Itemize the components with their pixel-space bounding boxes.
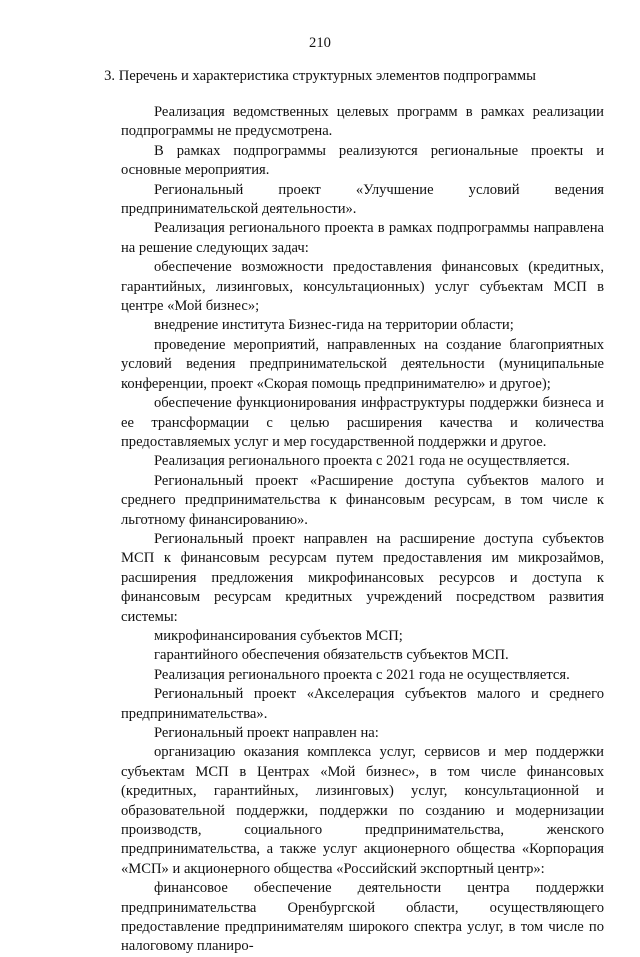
paragraph: Реализация регионального проекта с 2021 года не осуществляется. — [154, 666, 570, 683]
paragraph: обеспечение функционирования инфраструктуры поддержки бизнеса и ее трансформации с целью расширения качества и количества предоставляемых услуг и мер государственной поддержки и другое. — [121, 395, 604, 450]
paragraph: Региональный проект направлен на расширение доступа субъектов МСП к финансовым ресурсам путем предоставления им микрозаймов, расширения предложения микрофинансовых ресурсов и доступа к финансовым ресурсам кредитных учреждений посредством развития системы: — [121, 530, 604, 625]
paragraph: Региональный проект «Расширение доступа субъектов малого и среднего предпринимательства к финансовым ресурсам, в том числе к льготному финансированию». — [121, 472, 604, 528]
paragraph: Региональный проект направлен на: — [154, 725, 379, 741]
paragraph: финансовое обеспечение деятельности центра поддержки предпринимательства Оренбургской области, осуществляющего предоставление предпринимателям широкого спектра услуг, в том числе по налоговому планиро- — [121, 880, 604, 955]
paragraph: Региональный проект «Акселерация субъектов малого и среднего предпринимательства». — [121, 686, 604, 722]
section-heading: 3. Перечень и характеристика структурных элементов подпрограммы — [104, 68, 536, 84]
paragraph: внедрение института Бизнес-гида на территории области; — [154, 317, 514, 334]
paragraph: обеспечение возможности предоставления финансовых (кредитных, гарантийных, лизинговых, консультационных) услуг субъектам МСП в центре «Мой бизнес»; — [121, 259, 604, 315]
body-text — [121, 103, 604, 957]
paragraph: микрофинансирования субъектов МСП; — [154, 627, 403, 644]
page-number: 210 — [309, 35, 331, 51]
paragraph: Региональный проект «Улучшение условий ведения предпринимательской деятельности». — [121, 181, 604, 218]
paragraph: проведение мероприятий, направленных на создание благоприятных условий ведения предпринимательской деятельности (муниципальные конференции, проект «Скорая помощь предпринимателю» и другое); — [121, 336, 604, 392]
paragraph: Реализация регионального проекта в рамках подпрограммы направлена на решение следующих задач: — [121, 220, 604, 256]
paragraph: Реализация ведомственных целевых программ в рамках реализации подпрограммы не предусмотрена. — [121, 104, 604, 140]
paragraph: организацию оказания комплекса услуг, сервисов и мер поддержки субъектам МСП в Центрах «Мой бизнес», в том числе финансовых (кредитных, гарантийных, лизинговых) услуг, консультационной и образовательной поддержки, поддержки по созданию и модернизации производств, социального предпринимательства, женского предпринимательства, а также услуг акционерного общества «Корпорация «МСП» и акционерного общества «Российский экспортный центр»: — [121, 744, 604, 877]
paragraph: гарантийного обеспечения обязательств субъектов МСП. — [154, 647, 509, 664]
paragraph: Реализация регионального проекта с 2021 года не осуществляется. — [154, 453, 570, 470]
paragraph: В рамках подпрограммы реализуются региональные проекты и основные мероприятия. — [121, 142, 604, 179]
